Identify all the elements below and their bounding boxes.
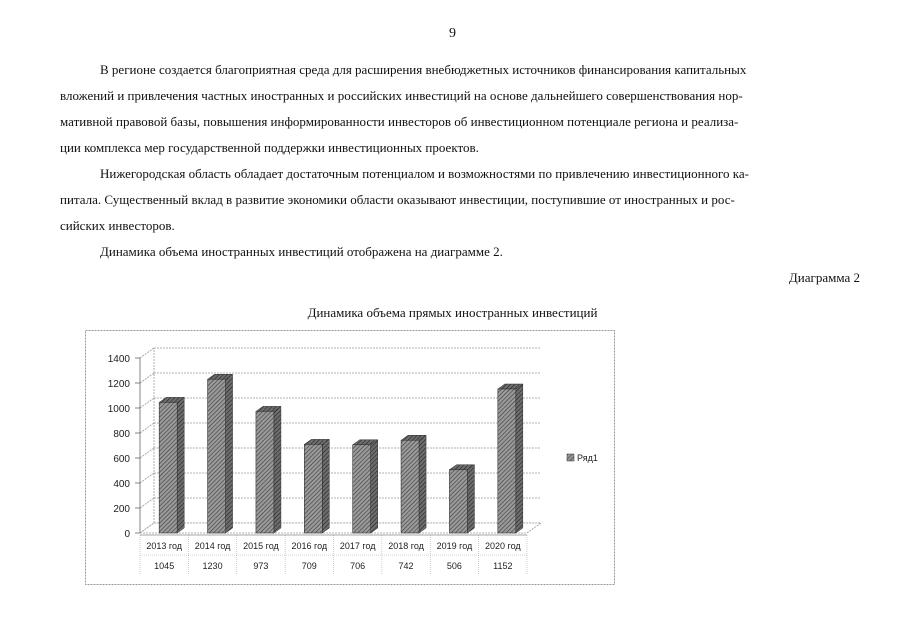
paragraph-1 <box>60 57 860 161</box>
data-label: 1152 <box>493 561 513 571</box>
bar-side <box>274 406 281 533</box>
y-tick-label: 200 <box>113 504 130 515</box>
bar-chart <box>85 330 615 585</box>
bar-side <box>322 439 329 533</box>
paragraph-2 <box>60 161 860 239</box>
paragraph-line: питала. Существенный вклад в развитие экономики области оказывают инвестиции, поступившие от иностранных и рос- <box>60 192 735 207</box>
paragraph-line: Нижегородская область обладает достаточным потенциалом и возможностями по привлечению инвестиционного ка- <box>100 166 749 181</box>
diagram-label: Диаграмма 2 <box>788 270 860 285</box>
bar-side <box>177 397 184 533</box>
bar <box>304 444 322 533</box>
bar-side <box>516 384 523 533</box>
category-label: 2018 год <box>388 541 424 551</box>
bar <box>208 379 226 533</box>
category-label: 2020 год <box>484 541 521 551</box>
y-tick-label: 1200 <box>107 379 130 390</box>
bar-side <box>467 465 474 533</box>
data-label: 706 <box>350 561 366 571</box>
data-label: 709 <box>301 561 317 571</box>
y-tick-label: 600 <box>113 454 130 465</box>
page-number: 9 <box>449 26 456 41</box>
bar-side <box>419 435 426 533</box>
bar <box>256 411 274 533</box>
category-label: 2019 год <box>436 541 473 551</box>
paragraph-line: сийских инвесторов. <box>60 218 175 233</box>
y-tick-label: 0 <box>124 529 130 540</box>
data-label: 973 <box>253 561 269 571</box>
bar <box>353 445 371 533</box>
legend-swatch <box>567 454 574 461</box>
chart-title: Динамика объема прямых иностранных инвестиций <box>307 305 598 320</box>
data-label: 1045 <box>154 561 175 571</box>
bar-side <box>226 374 233 533</box>
bar-side <box>371 440 378 533</box>
data-label: 506 <box>446 561 462 571</box>
data-label: 742 <box>398 561 414 571</box>
category-label: 2015 год <box>243 541 279 551</box>
paragraph-line: мативной правовой базы, повышения информированности инвесторов об инвестиционном потенциале региона и реализа- <box>60 114 739 129</box>
y-tick-label: 400 <box>113 479 130 490</box>
paragraph-line: Динамика объема иностранных инвестиций отображена на диаграмме 2. <box>100 244 503 259</box>
category-label: 2016 год <box>291 541 328 551</box>
y-tick-label: 1000 <box>107 404 130 415</box>
paragraph-line: В регионе создается благоприятная среда для расширения внебюджетных источников финансирования капитальных <box>100 62 747 77</box>
legend-label: Ряд1 <box>577 453 598 463</box>
chart-floor <box>140 523 541 533</box>
y-tick-label: 1400 <box>107 354 130 365</box>
y-tick-label: 800 <box>113 429 130 440</box>
bar <box>401 440 419 533</box>
data-label: 1230 <box>202 561 223 571</box>
paragraph-line: ции комплекса мер государственной поддержки инвестиционных проектов. <box>60 140 479 155</box>
category-label: 2013 год <box>146 541 183 551</box>
paragraph-3 <box>100 239 503 265</box>
bar <box>498 389 516 533</box>
bar <box>449 470 467 533</box>
bar <box>159 402 177 533</box>
category-label: 2014 год <box>194 541 231 551</box>
category-label: 2017 год <box>339 541 376 551</box>
paragraph-line: вложений и привлечения частных иностранных и российских инвестиций на основе дальнейшего совершенствования нор- <box>60 88 743 103</box>
